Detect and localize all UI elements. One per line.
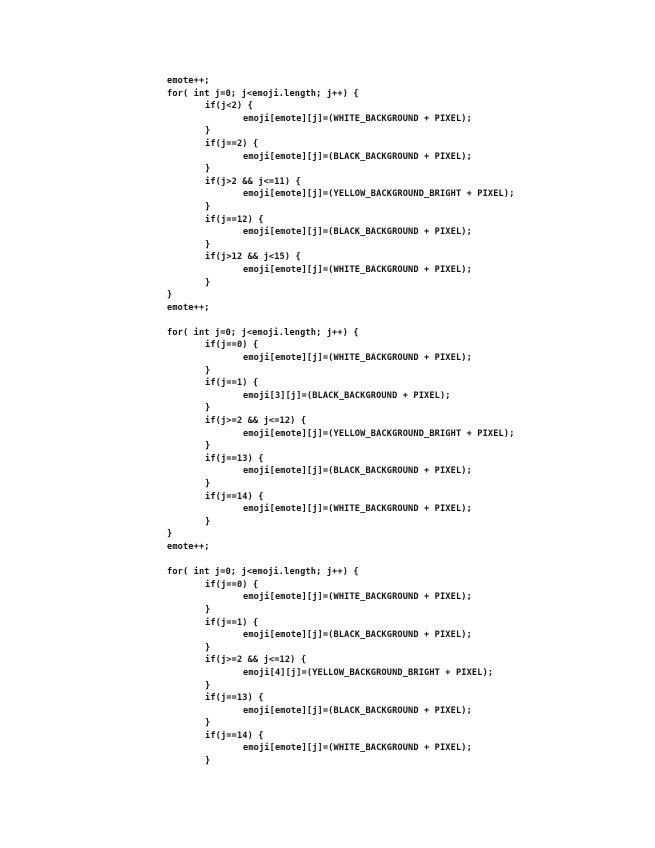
code-line: } xyxy=(167,290,173,301)
code-line: } xyxy=(205,642,211,653)
code-line: emoji[emote][j]=(WHITE_BACKGROUND + PIXEL); xyxy=(243,353,472,364)
code-line: emote++; xyxy=(167,76,210,86)
code-line: emoji[emote][j]=(WHITE_BACKGROUND + PIXEL); xyxy=(243,504,472,515)
code-block xyxy=(167,75,637,768)
code-line: } xyxy=(205,479,211,489)
code-line: if(j>=2 && j<=12) { xyxy=(205,416,307,427)
code-line: if(j==1) { xyxy=(205,617,259,628)
blank-line xyxy=(167,554,637,567)
code-line: } xyxy=(205,365,211,376)
code-line: if(j==0) { xyxy=(205,579,259,590)
code-line: } xyxy=(205,718,211,729)
code-line: emoji[emote][j]=(BLACK_BACKGROUND + PIXEL); xyxy=(243,705,472,716)
code-line: emote++; xyxy=(167,541,210,552)
code-line: } xyxy=(205,239,211,250)
code-line: } xyxy=(205,403,211,414)
code-line: if(j>12 && j<15) { xyxy=(205,252,301,263)
code-line: if(j==13) { xyxy=(205,693,264,704)
code-line: } xyxy=(205,441,211,452)
code-line: emoji[emote][j]=(WHITE_BACKGROUND + PIXEL); xyxy=(243,592,472,603)
code-line: for( int j=0; j<emoji.length; j++) { xyxy=(167,327,359,338)
code-line: emoji[4][j]=(YELLOW_BACKGROUND_BRIGHT + PIXEL); xyxy=(243,667,494,678)
code-line: } xyxy=(167,529,173,540)
code-line: emoji[emote][j]=(WHITE_BACKGROUND + PIXEL); xyxy=(243,113,472,124)
code-line: emoji[emote][j]=(BLACK_BACKGROUND + PIXEL); xyxy=(243,227,472,238)
code-line: } xyxy=(205,516,211,527)
code-line: emoji[emote][j]=(WHITE_BACKGROUND + PIXEL); xyxy=(243,743,472,754)
code-line: emoji[emote][j]=(YELLOW_BACKGROUND_BRIGHT + PIXEL); xyxy=(243,428,515,439)
code-line: if(j==1) { xyxy=(205,378,259,389)
code-line: if(j<2) { xyxy=(205,101,253,112)
code-line: } xyxy=(205,680,211,691)
code-line: emoji[emote][j]=(BLACK_BACKGROUND + PIXEL); xyxy=(243,466,472,477)
code-line: emoji[emote][j]=(WHITE_BACKGROUND + PIXEL); xyxy=(243,264,472,275)
code-line: if(j==14) { xyxy=(205,730,264,741)
code-line: } xyxy=(205,164,211,175)
blank-line xyxy=(167,314,637,327)
code-line: if(j==13) { xyxy=(205,453,264,464)
code-line: for( int j=0; j<emoji.length; j++) { xyxy=(167,88,359,99)
code-line: } xyxy=(205,126,211,137)
code-line: emoji[emote][j]=(YELLOW_BACKGROUND_BRIGHT + PIXEL); xyxy=(243,189,515,200)
code-line: for( int j=0; j<emoji.length; j++) { xyxy=(167,567,359,578)
code-line: } xyxy=(205,277,211,288)
code-line: if(j==2) { xyxy=(205,138,259,149)
code-line: if(j==14) { xyxy=(205,491,264,502)
code-line: emote++; xyxy=(167,302,210,313)
code-line: } xyxy=(205,756,211,767)
code-line: emoji[emote][j]=(BLACK_BACKGROUND + PIXEL); xyxy=(243,630,472,641)
code-line: } xyxy=(205,201,211,212)
code-line: if(j==0) { xyxy=(205,340,259,351)
code-line: } xyxy=(205,604,211,615)
code-line: if(j>2 && j<=11) { xyxy=(205,176,301,187)
code-line: if(j==12) { xyxy=(205,214,264,225)
code-line: if(j>=2 && j<=12) { xyxy=(205,655,307,666)
code-line: emoji[3][j]=(BLACK_BACKGROUND + PIXEL); xyxy=(243,390,451,401)
code-line: emoji[emote][j]=(BLACK_BACKGROUND + PIXEL); xyxy=(243,151,472,162)
